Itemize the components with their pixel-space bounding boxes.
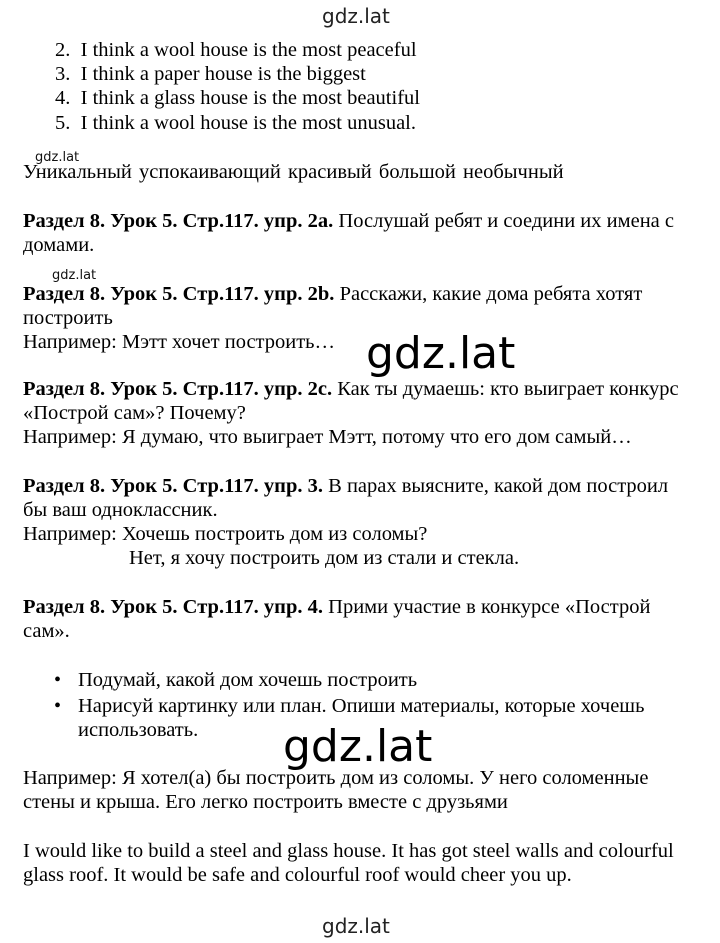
exercise-2a-cont: домами.: [23, 234, 95, 256]
exercise-2b-cont: построить: [23, 307, 113, 329]
list-item: 2. I think a wool house is the most peaceful: [55, 39, 417, 61]
exercise-2a: Раздел 8. Урок 5. Стр.117. упр. 2a. Послушай ребят и соедини их имена с: [23, 210, 674, 232]
list-item: 5. I think a wool house is the most unusual.: [55, 112, 417, 134]
watermark-big: gdz.lat: [366, 328, 516, 379]
english-answer: I would like to build a steel and glass house. It has got steel walls and colourful: [23, 840, 674, 862]
bullet-item: Подумай, какой дом хочешь построить: [78, 669, 418, 691]
exercise-3-example-answer: Нет, я хочу построить дом из стали и стекла.: [129, 547, 520, 569]
exercise-2b-example: Например: Мэтт хочет построить…: [23, 331, 336, 353]
exercise-4: Раздел 8. Урок 5. Стр.117. упр. 4. Прими участие в конкурсе «Построй: [23, 596, 651, 618]
english-answer-cont: glass roof. It would be safe and colourful roof would cheer you up.: [23, 864, 572, 886]
watermark-bottom: gdz.lat: [322, 914, 390, 938]
bullet-dot: •: [54, 669, 62, 691]
watermark-small: gdz.lat: [35, 150, 80, 165]
exercise-2b: Раздел 8. Урок 5. Стр.117. упр. 2b. Расскажи, какие дома ребята хотят: [23, 283, 643, 305]
bullet-item-cont: использовать.: [78, 719, 199, 741]
exercise-2c-example: Например: Я думаю, что выиграет Мэтт, потому что его дом самый…: [23, 426, 632, 448]
exercise-2c-cont: «Построй сам»? Почему?: [23, 402, 246, 424]
bullet-item: Нарисуй картинку или план. Опиши материалы, которые хочешь: [78, 695, 645, 717]
watermark-top: gdz.lat: [322, 4, 390, 28]
exercise-4-example-cont: стены и крыша. Его легко построить вместе с друзьями: [23, 791, 508, 813]
watermark-big: gdz.lat: [283, 721, 433, 772]
watermark-small: gdz.lat: [52, 268, 97, 283]
exercise-4-example: Например: Я хотел(а) бы построить дом из соломы. У него соломенные: [23, 767, 649, 789]
exercise-2c: Раздел 8. Урок 5. Стр.117. упр. 2c. Как ты думаешь: кто выиграет конкурс: [23, 378, 679, 400]
exercise-4-cont: сам».: [23, 620, 70, 642]
adjectives-line: Уникальный успокаивающий красивый большой необычный: [23, 161, 564, 183]
bullet-dot: •: [54, 695, 62, 717]
list-item: 3. I think a paper house is the biggest: [55, 63, 366, 85]
exercise-3: Раздел 8. Урок 5. Стр.117. упр. 3. В парах выясните, какой дом построил: [23, 475, 669, 497]
list-item: 4. I think a glass house is the most beautiful: [55, 87, 420, 109]
exercise-3-example: Например: Хочешь построить дом из соломы?: [23, 523, 428, 545]
exercise-3-cont: бы ваш одноклассник.: [23, 499, 218, 521]
